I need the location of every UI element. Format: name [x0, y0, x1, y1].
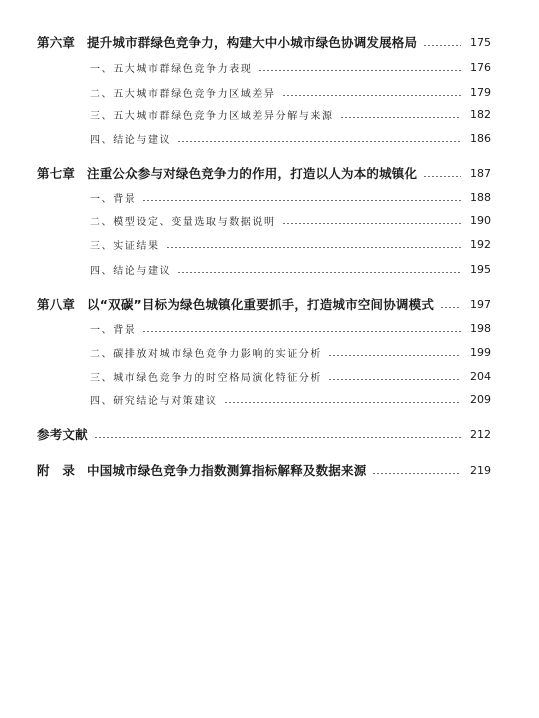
toc-section-row[interactable]	[0, 366, 491, 386]
toc-page-number: 188	[470, 190, 491, 204]
toc-section-title: 一、背景	[90, 324, 137, 336]
toc-section-row[interactable]	[0, 318, 491, 338]
toc-dot-leader	[166, 247, 461, 248]
toc-section-row[interactable]	[0, 104, 491, 124]
toc-dot-leader	[372, 473, 461, 474]
toc-chapter-row[interactable]	[0, 294, 491, 314]
toc-dot-leader	[440, 307, 461, 308]
toc-section-title: 一、背景	[90, 193, 137, 205]
toc-chapter-row[interactable]	[0, 163, 491, 183]
toc-section-title: 四、结论与建议	[90, 134, 172, 146]
toc-chapter-row[interactable]	[0, 460, 491, 480]
toc-page-number: 195	[470, 262, 491, 276]
toc-dot-leader	[177, 272, 461, 273]
toc-section-title: 二、五大城市群绿色竞争力区域差异	[90, 88, 276, 100]
toc-page-number: 204	[470, 369, 491, 383]
toc-page-number: 186	[470, 131, 491, 145]
toc-page-number: 179	[470, 85, 491, 99]
toc-dot-leader	[340, 117, 461, 118]
toc-page-number: 199	[470, 345, 491, 359]
toc-section-title: 二、模型设定、变量选取与数据说明	[90, 216, 276, 228]
toc-page-number: 209	[470, 392, 491, 406]
toc-chapter-label: 第七章	[37, 166, 76, 181]
toc-section-row[interactable]	[0, 389, 491, 409]
toc-section-row[interactable]	[0, 342, 491, 362]
toc-section-row[interactable]	[0, 259, 491, 279]
toc-dot-leader	[328, 379, 461, 380]
toc-dot-leader	[282, 95, 461, 96]
toc-section-title: 二、碳排放对城市绿色竞争力影响的实证分析	[90, 348, 322, 360]
toc-chapter-title: 注重公众参与对绿色竞争力的作用，打造以人为本的城镇化	[87, 166, 418, 181]
toc-chapter-row[interactable]	[0, 32, 491, 52]
toc-chapter-label: 第六章	[37, 35, 76, 50]
toc-dot-leader	[282, 223, 461, 224]
toc-page-number: 175	[470, 35, 491, 49]
toc-section-title: 三、城市绿色竞争力的时空格局演化特征分析	[90, 372, 322, 384]
toc-section-row[interactable]	[0, 234, 491, 254]
toc-chapter-row[interactable]	[0, 424, 491, 444]
toc-dot-leader	[94, 437, 461, 438]
toc-page-number: 187	[470, 166, 491, 180]
toc-section-title: 四、结论与建议	[90, 265, 172, 277]
toc-page-number: 176	[470, 60, 491, 74]
toc-chapter-label: 附 录	[37, 463, 76, 478]
toc-page-number: 182	[470, 107, 491, 121]
toc-section-row[interactable]	[0, 210, 491, 230]
toc-dot-leader	[328, 355, 461, 356]
toc-chapter-title: 提升城市群绿色竞争力，构建大中小城市绿色协调发展格局	[87, 35, 418, 50]
toc-dot-leader	[224, 402, 461, 403]
toc-section-row[interactable]	[0, 57, 491, 77]
toc-section-title: 一、五大城市群绿色竞争力表现	[90, 63, 253, 75]
toc-dot-leader	[423, 176, 461, 177]
toc-page-number: 198	[470, 321, 491, 335]
toc-dot-leader	[142, 200, 461, 201]
toc-dot-leader	[258, 70, 461, 71]
toc-section-title: 四、研究结论与对策建议	[90, 395, 218, 407]
toc-chapter-title: 以“双碳”目标为绿色城镇化重要抓手，打造城市空间协调模式	[87, 297, 435, 312]
toc-page-number: 197	[470, 297, 491, 311]
toc-section-row[interactable]	[0, 82, 491, 102]
toc-dot-leader	[177, 141, 461, 142]
toc-section-title: 三、实证结果	[90, 240, 160, 252]
toc-section-row[interactable]	[0, 128, 491, 148]
toc-page-number: 192	[470, 237, 491, 251]
toc-page-number: 190	[470, 213, 491, 227]
toc-dot-leader	[142, 331, 461, 332]
toc-section-title: 三、五大城市群绿色竞争力区域差异分解与来源	[90, 110, 334, 122]
toc-chapter-label: 第八章	[37, 297, 76, 312]
toc-page-number: 212	[470, 427, 491, 441]
toc-dot-leader	[423, 45, 461, 46]
toc-chapter-title: 中国城市绿色竞争力指数测算指标解释及数据来源	[87, 463, 367, 478]
toc-section-row[interactable]	[0, 187, 491, 207]
toc-page-number: 219	[470, 463, 491, 477]
toc-chapter-title: 参考文献	[37, 427, 88, 442]
